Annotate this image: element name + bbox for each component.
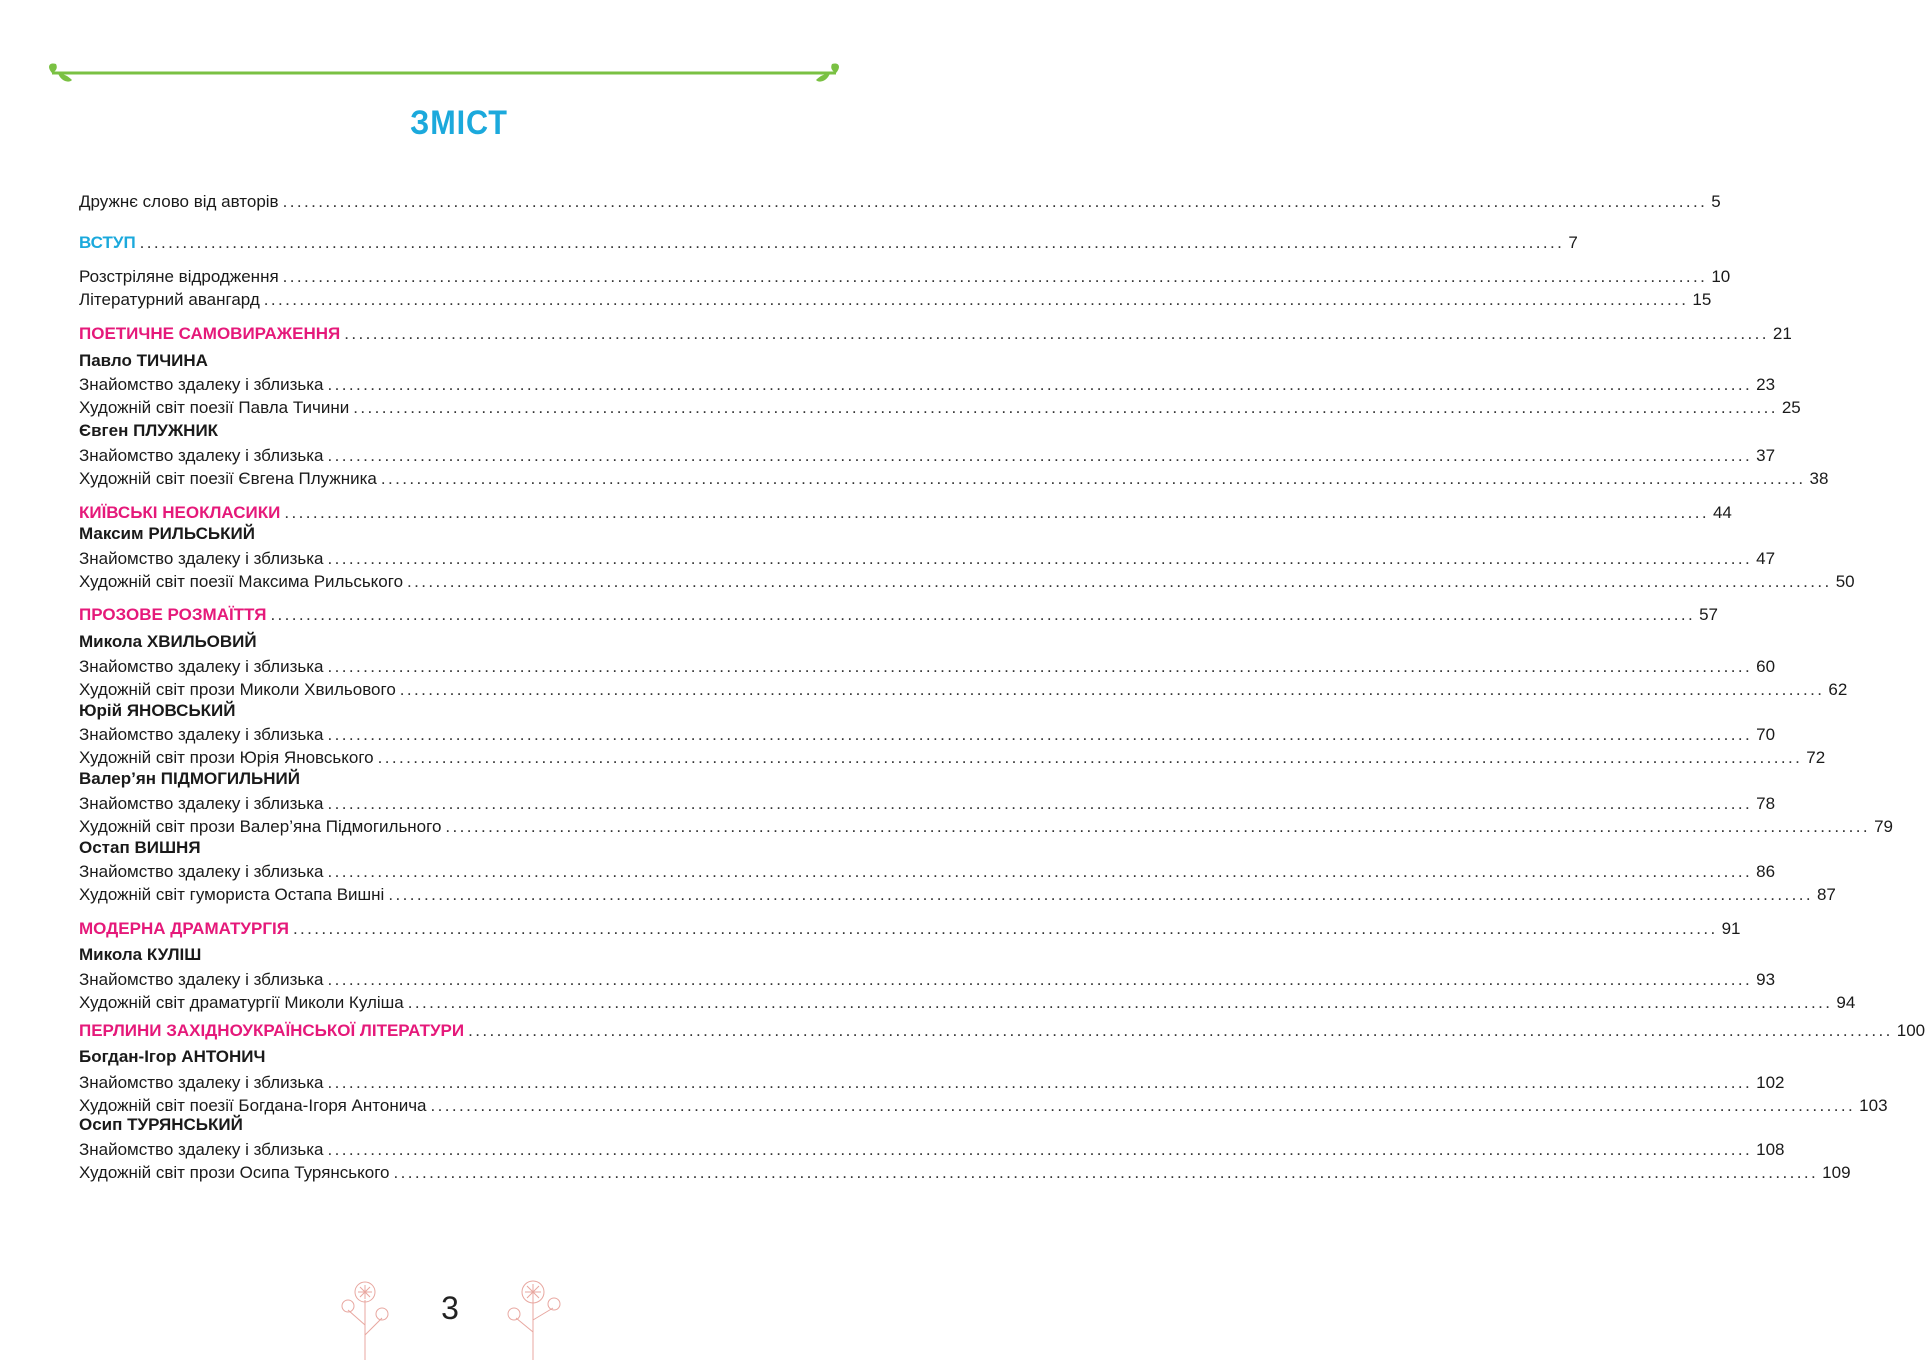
toc-entry[interactable] <box>79 968 1776 990</box>
toc-entry[interactable] <box>79 723 1776 745</box>
toc-entry-page: 109 <box>1822 1163 1851 1182</box>
dot-leader: ........................................................................................................................................................................................................ <box>327 1140 1753 1159</box>
toc-entry-page: 62 <box>1828 680 1848 699</box>
toc-entry-title: Літературний авангард <box>79 290 260 309</box>
toc-entry[interactable] <box>79 746 1826 768</box>
toc-entry-page: 47 <box>1756 549 1776 568</box>
dot-leader: ........................................................................................................................................................................................................ <box>327 657 1753 676</box>
author-heading <box>79 421 218 441</box>
author-first-name: Осип <box>79 1115 123 1134</box>
toc-entry[interactable] <box>79 883 1836 905</box>
toc-entry-title: ПРОЗОВЕ РОЗМАЇТТЯ <box>79 605 267 624</box>
toc-entry-title: Знайомство здалеку і зблизька <box>79 725 324 744</box>
toc-section-entry[interactable] <box>79 1019 1925 1041</box>
dot-leader: ........................................................................................................................................................................................................ <box>327 794 1753 813</box>
toc-section-entry[interactable] <box>79 501 1732 523</box>
toc-entry[interactable] <box>79 547 1776 569</box>
author-first-name: Максим <box>79 524 144 543</box>
author-last-name: ЯНОВСЬКИЙ <box>126 701 236 720</box>
author-heading <box>79 1115 243 1135</box>
toc-entry[interactable] <box>79 444 1776 466</box>
toc-entry-title: Знайомство здалеку і зблизька <box>79 1073 324 1092</box>
toc-entry-title: Дружнє слово від авторів <box>79 192 279 211</box>
dot-leader: ........................................................................................................................................................................................................ <box>430 1096 1856 1115</box>
author-heading <box>79 1047 265 1067</box>
author-last-name: ТИЧИНА <box>136 351 208 370</box>
toc-entry-title: Художній світ прози Валер’яна Підмогильного <box>79 817 442 836</box>
author-first-name: Микола <box>79 632 143 651</box>
author-heading <box>79 945 201 965</box>
dot-leader: ........................................................................................................................................................................................................ <box>327 375 1753 394</box>
dot-leader: ........................................................................................................................................................................................................ <box>377 748 1803 767</box>
toc-entry-title: КИЇВСЬКІ НЕОКЛАСИКИ <box>79 503 281 522</box>
toc-entry-page: 57 <box>1699 605 1718 624</box>
dot-leader: ........................................................................................................................................................................................................ <box>327 970 1753 989</box>
toc-entry-title: Розстріляне відродження <box>79 267 279 286</box>
toc-entry[interactable] <box>79 815 1893 837</box>
author-heading <box>79 524 255 544</box>
dot-leader: ........................................................................................................................................................................................................ <box>445 817 1871 836</box>
toc-entry-page: 108 <box>1756 1140 1785 1159</box>
toc-entry-title: ПОЕТИЧНЕ САМОВИРАЖЕННЯ <box>79 324 341 343</box>
dot-leader: ........................................................................................................................................................................................................ <box>468 1021 1893 1040</box>
toc-entry-page: 15 <box>1692 290 1712 309</box>
toc-entry-page: 38 <box>1809 469 1829 488</box>
toc-entry[interactable] <box>79 991 1856 1013</box>
toc-entry-page: 23 <box>1756 375 1776 394</box>
dot-leader: ........................................................................................................................................................................................................ <box>327 725 1753 744</box>
toc-section-entry[interactable] <box>79 917 1741 939</box>
dot-leader: ........................................................................................................................................................................................................ <box>388 885 1813 904</box>
toc-entry-page: 50 <box>1835 572 1855 591</box>
author-heading <box>79 838 201 858</box>
toc-entry-page: 102 <box>1756 1073 1785 1092</box>
dot-leader: ........................................................................................................................................................................................................ <box>393 1163 1819 1182</box>
page-title: ЗМІСТ <box>410 104 508 142</box>
vine-divider <box>44 60 844 90</box>
dot-leader: ........................................................................................................................................................................................................ <box>139 233 1565 252</box>
dot-leader: ........................................................................................................................................................................................................ <box>282 267 1708 286</box>
author-first-name: Євген <box>79 421 129 440</box>
toc-entry-title: Знайомство здалеку і зблизька <box>79 657 324 676</box>
dot-leader: ........................................................................................................................................................................................................ <box>292 919 1718 938</box>
toc-entry-title: Художній світ поезії Павла Тичини <box>79 398 350 417</box>
toc-entry-page: 72 <box>1806 748 1826 767</box>
author-last-name: КУЛІШ <box>146 945 202 964</box>
toc-entry[interactable] <box>79 190 1721 212</box>
toc-entry[interactable] <box>79 265 1731 287</box>
toc-entry-page: 86 <box>1756 862 1776 881</box>
toc-entry-title: Знайомство здалеку і зблизька <box>79 1140 324 1159</box>
toc-entry-page: 37 <box>1756 446 1776 465</box>
toc-entry-title: Художній світ гумориста Остапа Вишні <box>79 885 385 904</box>
toc-entry-title: Художній світ поезії Богдана-Ігоря Антонича <box>79 1096 427 1115</box>
toc-section-entry[interactable] <box>79 231 1578 253</box>
toc-entry-title: ВСТУП <box>79 233 136 252</box>
toc-entry[interactable] <box>79 1161 1851 1183</box>
author-last-name: ТУРЯНСЬКИЙ <box>127 1115 243 1134</box>
author-first-name: Валер’ян <box>79 769 157 788</box>
dot-leader: ........................................................................................................................................................................................................ <box>263 290 1689 309</box>
toc-entry-page: 94 <box>1836 993 1856 1012</box>
toc-entry-title: Знайомство здалеку і зблизька <box>79 862 324 881</box>
author-first-name: Остап <box>79 838 130 857</box>
author-last-name: РИЛЬСЬКИЙ <box>148 524 255 543</box>
toc-entry-title: Знайомство здалеку і зблизька <box>79 794 324 813</box>
toc-entry[interactable] <box>79 792 1776 814</box>
toc-entry-page: 60 <box>1756 657 1776 676</box>
dot-leader: ........................................................................................................................................................................................................ <box>327 446 1753 465</box>
author-heading <box>79 351 208 371</box>
author-last-name: ВИШНЯ <box>134 838 201 857</box>
toc-entry-title: МОДЕРНА ДРАМАТУРГІЯ <box>79 919 289 938</box>
toc-entry-title: ПЕРЛИНИ ЗАХІДНОУКРАЇНСЬКОЇ ЛІТЕРАТУРИ <box>79 1021 465 1040</box>
toc-entry-title: Художній світ поезії Євгена Плужника <box>79 469 377 488</box>
dot-leader: ........................................................................................................................................................................................................ <box>407 572 1832 591</box>
author-last-name: ХВИЛЬОВИЙ <box>146 632 257 651</box>
dot-leader: ........................................................................................................................................................................................................ <box>282 192 1708 211</box>
toc-entry[interactable] <box>79 1094 1888 1116</box>
author-heading <box>79 632 257 652</box>
toc-entry[interactable] <box>79 860 1776 882</box>
dot-leader: ........................................................................................................................................................................................................ <box>327 1073 1753 1092</box>
author-first-name: Юрій <box>79 701 123 720</box>
toc-entry-page: 25 <box>1781 398 1801 417</box>
dot-leader: ........................................................................................................................................................................................................ <box>284 503 1709 522</box>
toc-entry[interactable] <box>79 655 1776 677</box>
toc-section-entry[interactable] <box>79 603 1718 625</box>
toc-entry[interactable] <box>79 467 1829 489</box>
toc-entry-title: Художній світ прози Осипа Турянського <box>79 1163 390 1182</box>
toc-entry-title: Знайомство здалеку і зблизька <box>79 970 324 989</box>
dot-leader: ........................................................................................................................................................................................................ <box>353 398 1778 417</box>
toc-entry-page: 100 <box>1896 1021 1925 1040</box>
toc-entry-title: Художній світ прози Миколи Хвильового <box>79 680 396 699</box>
toc-entry-title: Художній світ поезії Максима Рильського <box>79 572 404 591</box>
toc-entry[interactable] <box>79 678 1848 700</box>
dot-leader: ........................................................................................................................................................................................................ <box>327 862 1753 881</box>
dot-leader: ........................................................................................................................................................................................................ <box>327 549 1753 568</box>
page-number: 3 <box>441 1290 459 1326</box>
toc-entry-page: 87 <box>1816 885 1836 904</box>
toc-entry-page: 79 <box>1874 817 1893 836</box>
toc-entry-title: Знайомство здалеку і зблизька <box>79 446 324 465</box>
toc-entry[interactable] <box>79 570 1855 592</box>
toc-section-entry[interactable] <box>79 322 1792 344</box>
toc-entry-title: Художній світ прози Юрія Яновського <box>79 748 374 767</box>
dot-leader: ........................................................................................................................................................................................................ <box>344 324 1769 343</box>
toc-entry-page: 103 <box>1859 1096 1888 1115</box>
toc-entry-page: 21 <box>1772 324 1792 343</box>
author-first-name: Микола <box>79 945 143 964</box>
author-last-name: ПІДМОГИЛЬНИЙ <box>160 769 300 788</box>
toc-entry-page: 78 <box>1756 794 1776 813</box>
author-first-name: Богдан-Ігор <box>79 1047 177 1066</box>
toc-entry-page: 5 <box>1711 192 1721 211</box>
dot-leader: ........................................................................................................................................................................................................ <box>270 605 1696 624</box>
toc-entry[interactable] <box>79 288 1712 310</box>
toc-entry[interactable] <box>79 1138 1785 1160</box>
dot-leader: ........................................................................................................................................................................................................ <box>399 680 1825 699</box>
toc-entry-page: 70 <box>1756 725 1776 744</box>
toc-entry-page: 91 <box>1721 919 1741 938</box>
author-last-name: АНТОНИЧ <box>181 1047 266 1066</box>
toc-entry[interactable] <box>79 373 1776 395</box>
author-first-name: Павло <box>79 351 132 370</box>
toc-entry-page: 93 <box>1756 970 1776 989</box>
dot-leader: ........................................................................................................................................................................................................ <box>407 993 1833 1012</box>
toc-entry-page: 7 <box>1568 233 1578 252</box>
dot-leader: ........................................................................................................................................................................................................ <box>380 469 1806 488</box>
toc-entry[interactable] <box>79 1071 1785 1093</box>
author-heading <box>79 769 300 789</box>
toc-entry-title: Знайомство здалеку і зблизька <box>79 375 324 394</box>
author-heading <box>79 701 236 721</box>
toc-entry-title: Художній світ драматургії Миколи Куліша <box>79 993 404 1012</box>
toc-entry-title: Знайомство здалеку і зблизька <box>79 549 324 568</box>
toc-entry-page: 10 <box>1711 267 1731 286</box>
author-last-name: ПЛУЖНИК <box>133 421 219 440</box>
toc-entry-page: 44 <box>1712 503 1732 522</box>
toc-entry[interactable] <box>79 396 1801 418</box>
